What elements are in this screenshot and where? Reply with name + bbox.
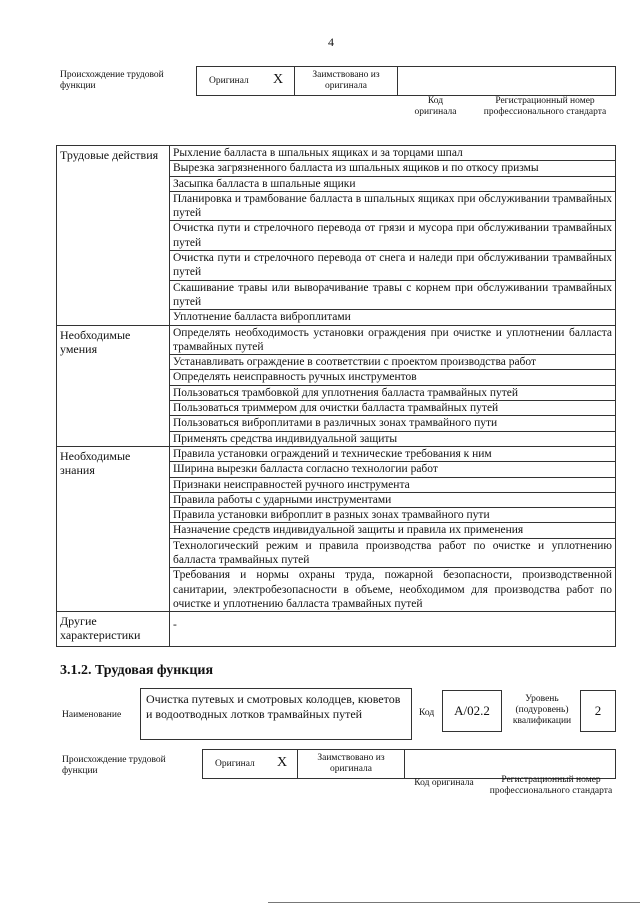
work-actions-label: Трудовые действия xyxy=(57,146,170,326)
origin-2-reg-caption: Регистрационный номер профессионального стандарта xyxy=(489,775,613,796)
origin-original-label: Оригинал xyxy=(209,76,249,86)
table-row xyxy=(57,446,616,461)
code-value: А/02.2 xyxy=(454,703,490,718)
origin-2-code-caption: Код оригинала xyxy=(414,778,474,788)
skills-label: Необходимые умения xyxy=(57,325,170,446)
list-item: Назначение средств индивидуальной защиты и правила их применения xyxy=(170,523,616,538)
level-value: 2 xyxy=(594,703,602,718)
table-row xyxy=(57,146,616,161)
list-item: Правила установки ограждений и технические требования к ним xyxy=(170,446,616,461)
list-item: Правила установки виброплит в разных зонах трамвайного пути xyxy=(170,508,616,523)
knowledge-label: Необходимые знания xyxy=(57,446,170,611)
name-label: Наименование xyxy=(62,710,122,720)
name-value-cell xyxy=(140,688,412,740)
page-number: 4 xyxy=(328,35,334,49)
list-item: Вырезка загрязненного балласта из шпальных ящиков и по откосу призмы xyxy=(170,161,616,176)
list-item: Определять необходимость установки ограждения при очистке и уплотнении балласта трамвайных путей xyxy=(170,325,616,355)
origin-borrowed-label: Заимствовано из оригинала xyxy=(312,70,380,91)
origin-original-cell xyxy=(196,66,295,96)
name-value: Очистка путевых и смотровых колодцев, кюветов и водоотводных лотков трамвайных путей xyxy=(146,692,401,721)
table-row xyxy=(57,612,616,647)
origin-code-cell xyxy=(397,66,616,96)
list-item: Устанавливать ограждение в соответствии с проектом производства работ xyxy=(170,355,616,370)
origin-original-mark: X xyxy=(273,72,284,87)
origin-label: Происхождение трудовой функции xyxy=(60,70,164,91)
origin-2-label: Происхождение трудовой функции xyxy=(62,755,166,776)
list-item: Пользоваться виброплитами в различных зонах трамвайного пути xyxy=(170,416,616,431)
section-heading: 3.1.2. Трудовая функция xyxy=(60,663,214,678)
origin-2-original-cell xyxy=(202,749,298,779)
list-item: Требования и нормы охраны труда, пожарной безопасности, производственной санитарии, электробезопасности в объеме, необходимом для производства работ по очистке и уплотнению балласта трамвайных путей xyxy=(170,568,616,612)
list-item: Технологический режим и правила производства работ по очистке и уплотнению балласта трамвайных путей xyxy=(170,538,616,568)
other-label: Другие характеристики xyxy=(57,612,170,647)
level-value-cell xyxy=(580,690,616,732)
origin-reg-caption: Регистрационный номер профессионального стандарта xyxy=(483,96,607,117)
list-item: Пользоваться трамбовкой для уплотнения балласта трамвайных путей xyxy=(170,385,616,400)
list-item: Очистка пути и стрелочного перевода от грязи и мусора при обслуживании трамвайных путей xyxy=(170,221,616,251)
origin-code-caption: Код оригинала xyxy=(414,96,457,117)
origin-2-original-label: Оригинал xyxy=(215,759,255,769)
origin-2-borrowed-label: Заимствовано из оригинала xyxy=(317,753,385,774)
list-item: Применять средства индивидуальной защиты xyxy=(170,431,616,446)
other-value: - xyxy=(170,612,616,647)
level-label: Уровень (подуровень) квалификации xyxy=(512,694,572,726)
origin-2-borrowed-cell xyxy=(297,749,405,779)
list-item: Пользоваться триммером для очистки балласта трамвайных путей xyxy=(170,401,616,416)
table-row xyxy=(57,325,616,355)
list-item: Правила работы с ударными инструментами xyxy=(170,492,616,507)
list-item: Ширина вырезки балласта согласно технологии работ xyxy=(170,462,616,477)
labor-function-table xyxy=(56,145,616,647)
list-item: Планировка и трамбование балласта в шпальных ящиках при обслуживании трамвайных путей xyxy=(170,191,616,221)
scan-artifact-line xyxy=(268,902,640,903)
code-label: Код xyxy=(419,708,435,718)
list-item: Очистка пути и стрелочного перевода от снега и наледи при обслуживании трамвайных путей xyxy=(170,251,616,281)
list-item: Засыпка балласта в шпальные ящики xyxy=(170,176,616,191)
list-item: Признаки неисправностей ручного инструмента xyxy=(170,477,616,492)
origin-borrowed-cell xyxy=(294,66,398,96)
list-item: Скашивание травы или выворачивание травы с корнем при обслуживании трамвайных путей xyxy=(170,280,616,310)
list-item: Определять неисправность ручных инструментов xyxy=(170,370,616,385)
code-value-cell xyxy=(442,690,502,732)
list-item: Рыхление балласта в шпальных ящиках и за торцами шпал xyxy=(170,146,616,161)
list-item: Уплотнение балласта виброплитами xyxy=(170,310,616,325)
origin-2-original-mark: X xyxy=(277,755,288,770)
